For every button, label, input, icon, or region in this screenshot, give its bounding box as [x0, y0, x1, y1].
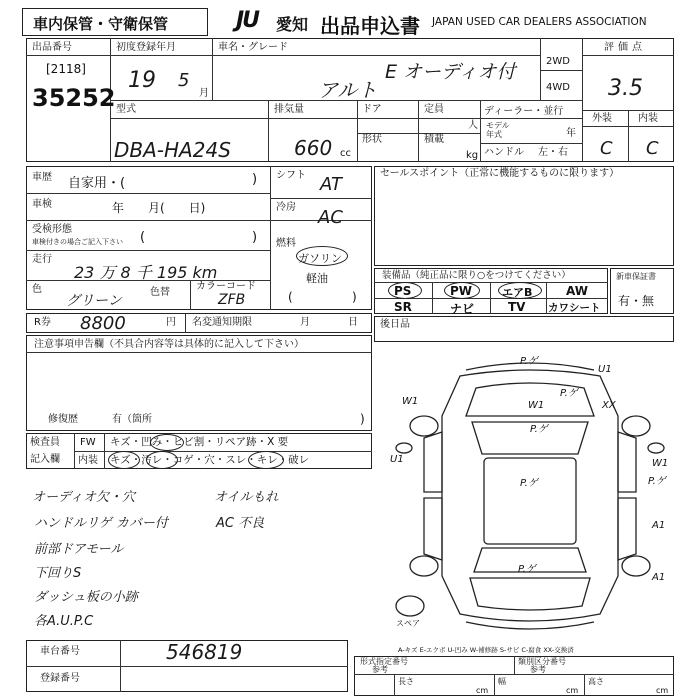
equip-tv: TV — [508, 300, 526, 314]
fuel-gas-circle — [296, 246, 348, 266]
seats-label: 定員 — [424, 104, 444, 115]
shift-label: シフト — [276, 170, 306, 181]
color-change-label: 色替 — [150, 287, 170, 298]
warranty-value: 有・無 — [618, 294, 655, 308]
interior-grade: C — [646, 138, 659, 159]
mileage-value: 23 万 8 千 195 km — [74, 263, 218, 282]
mod-label: 受検形態 — [32, 224, 72, 235]
width-unit: cm — [566, 686, 579, 695]
equipment-label: 装備品（純正品に限り○をつけてください） — [382, 270, 571, 281]
mark-hood: P.ゲ — [560, 388, 578, 399]
drive-2wd: 2WD — [546, 56, 570, 67]
airbag-circle — [498, 282, 542, 299]
class-label: 類別区分番号 — [518, 657, 566, 666]
recycle-unit: 円 — [166, 317, 176, 328]
warranty-label: 新車保証書 — [616, 272, 656, 281]
storage-label-box — [22, 8, 208, 36]
seats-unit: 人 — [468, 120, 478, 131]
mark-right-rear: P.ゲ — [648, 476, 666, 487]
load-unit: kg — [466, 150, 479, 161]
height-unit: cm — [656, 686, 669, 695]
load-label: 積載 — [424, 134, 444, 145]
damage-legend: A-キズ E-エクボ U-凹み W-補修跡 S-サビ C-腐食 XX-交換済 — [398, 646, 574, 654]
shift-value: AT — [320, 174, 342, 195]
pw-circle — [444, 282, 480, 299]
inspect-value: 年 月( 日) — [112, 201, 206, 215]
mark-roof: P.ゲ — [520, 478, 538, 489]
int-label: 内装 — [78, 455, 98, 466]
int-mark-circle-3 — [248, 451, 284, 469]
color-code: ZFB — [218, 292, 246, 308]
equip-pw: PW — [450, 284, 473, 298]
drive-4wd: 4WD — [546, 82, 570, 93]
equip-ps: PS — [394, 284, 412, 298]
spare-label: スペア — [396, 619, 420, 628]
repair-label: 修復歴 — [48, 414, 78, 425]
remark-4: AC 不良 — [216, 516, 265, 531]
mark-windshield: W1 — [528, 400, 545, 411]
after-items-label: 後日品 — [380, 319, 410, 330]
model-label: 型式 — [116, 104, 136, 115]
int-mark-circle-2 — [146, 451, 178, 469]
mark-roof-front: P.ゲ — [530, 424, 548, 435]
remark-6: 下回りS — [34, 566, 82, 581]
equip-aw: AW — [566, 284, 588, 298]
notes-label: 注意事項申告欄（不具合内容等は具体的に記入して下さい） — [34, 339, 304, 350]
storage-label: 車内保管・守衛保管 — [33, 15, 169, 33]
recycle-value: 8800 — [80, 313, 126, 334]
equip-navi: ナビ — [450, 302, 475, 316]
remark-3: ハンドルリゲ カバー付 — [34, 516, 168, 531]
ps-circle — [388, 282, 422, 299]
fw-line: キズ・凹み・ヒビ割・リペア跡・X 要 — [110, 436, 289, 448]
remark-1: オーディオ欠・穴 — [32, 490, 135, 505]
name-label: 車名・グレード — [218, 42, 288, 53]
form-ref: 参考 — [372, 665, 388, 674]
inspect-label: 車検 — [32, 199, 52, 210]
remark-2: オイルもれ — [214, 490, 279, 505]
dealer-label: ディーラー・並行 — [484, 106, 564, 117]
mileage-label: 走行 — [32, 254, 52, 265]
association-name: JAPAN USED CAR DEALERS ASSOCIATION — [432, 16, 647, 28]
interior-label: 内装 — [638, 113, 658, 124]
exterior-label: 外装 — [592, 113, 612, 124]
usage-label: 車歴 — [32, 172, 52, 183]
lot-label: 出品番号 — [32, 42, 72, 53]
month-suffix: 月 — [199, 88, 209, 99]
name-change-label: 名変通知期限 — [192, 317, 252, 328]
mark-front-right: U1 — [598, 364, 612, 375]
lot-number: 35252 — [32, 84, 116, 112]
reg-month: 5 — [178, 70, 190, 91]
inspector-label-1: 検査員 — [30, 437, 60, 448]
ac-label: 冷房 — [276, 202, 296, 213]
score-label: 評価点 — [604, 42, 646, 53]
reg-year: 19 — [128, 68, 156, 93]
usage-value: 自家用・( — [68, 176, 126, 191]
form-label: 形式指定番号 — [360, 657, 408, 666]
handle-value: 左・右 — [538, 147, 568, 158]
chassis-number: 546819 — [166, 640, 243, 664]
color-label: 色 — [32, 284, 42, 295]
mark-right-door: W1 — [652, 458, 669, 469]
equip-sr: SR — [394, 300, 412, 314]
int-mark-circle-1 — [108, 451, 140, 469]
grade: E オーディオ付 — [385, 61, 516, 83]
fw-mark-circle — [150, 434, 184, 451]
mark-left-door: U1 — [390, 454, 404, 465]
fuel-gas: ガソリン — [298, 252, 342, 265]
remark-8: 各A.U.P.C — [34, 614, 94, 629]
registration-label: 登録番号 — [40, 673, 80, 684]
class-ref: 参考 — [530, 665, 546, 674]
car-name: アルト — [318, 78, 378, 102]
mark-right-quarter: A1 — [652, 520, 666, 531]
mark-front-bumper: P.ゲ — [520, 356, 538, 367]
logo-text: 愛知 — [276, 15, 309, 34]
exterior-grade: C — [600, 138, 613, 159]
color-value: グリーン — [66, 293, 122, 309]
door-label: ドア — [362, 104, 382, 115]
fuel-label: 燃料 — [276, 238, 296, 249]
cc-label: 排気量 — [274, 104, 304, 115]
mod-sub: 車検付きの場合ご記入下さい — [32, 238, 123, 246]
inspector-label-2: 記入欄 — [30, 454, 60, 465]
height-label: 高さ — [588, 677, 604, 686]
repair-value: 有（箇所 — [112, 414, 152, 425]
equip-airbag: エアB — [502, 286, 533, 299]
width-label: 幅 — [498, 677, 506, 686]
reg-label: 初度登録年月 — [116, 42, 176, 53]
shape-label: 形状 — [362, 134, 382, 145]
car-diagram — [380, 346, 680, 646]
ac-value: AC — [318, 207, 343, 228]
score: 3.5 — [608, 76, 643, 101]
cc-unit: cc — [340, 148, 351, 159]
model-code: DBA-HA24S — [114, 138, 231, 162]
form-title: 出品申込書 — [320, 14, 420, 38]
fw-label: FW — [80, 437, 96, 448]
length-unit: cm — [476, 686, 489, 695]
chassis-label: 車台番号 — [40, 646, 80, 657]
mark-right-rear-wheel: A1 — [652, 572, 666, 583]
sales-point-label: セールスポイント（正常に機能するものに限ります） — [380, 168, 620, 179]
after-items-box — [374, 316, 674, 342]
fuel-diesel: 軽油 — [306, 272, 328, 285]
logo-mark: JU — [236, 8, 259, 33]
handle-label: ハンドル — [484, 147, 524, 158]
lot-prefix: [2118] — [46, 62, 86, 76]
equip-leather: カワシート — [548, 302, 601, 314]
remark-7: ダッシュ板の小跡 — [34, 590, 138, 605]
remark-5: 前部ドアモール — [34, 542, 124, 557]
recycle-label: R券 — [34, 317, 51, 328]
color-code-label: カラーコード — [196, 281, 256, 292]
model-year-label: モデル 年式 — [486, 121, 510, 139]
dims-label: 長さ — [398, 677, 414, 686]
name-change-month: 月 — [300, 317, 310, 328]
year-unit: 年 — [566, 128, 576, 139]
auction-sheet: 車内保管・守衛保管 JU 愛知 出品申込書 JAPAN USED CAR DEALERS ASSOCIATION 出品番号 [2118] 35252 初度登録年月 19 5 月 車名・グレード E オーディオ付 アルト 2WD 4WD 評価点 3.5 外装 内装 C C 型式 DBA-HA24S 排気量 660 cc ドア 定員 人 形状 積載 kg ディーラー・並行 モデル 年式 年 ハンドル 左・右 車歴 自家用・( ) 車検 年 月( 日) 受検形態 車検付きの場合ご記入下さい ( ) 走行 23 万 8 千 195 km 色 グリーン 色替 カラーコード ZFB シフト AT 冷房 AC 燃料 ガソリン 軽油 ( ) セールスポイント（正常に機能するものに限ります） 装備品（純正品に限り○をつけてください） PS PW エアB AW SR ナビ TV カワシート 新車保証書 有・無 R券 8800 円 名変通知期限 月 日 後日品 注意事項申告欄（不具合内容等は具体的に記入して下さい） 修復歴 有（箇所 ) 検査員 記入欄 FW キズ・凹み・ヒビ割・リペア跡・X 要 内装 キズ・汚レ・コゲ・穴・スレ・キレ・破レ オーディオ欠・穴 オイルもれ ハンドルリゲ カバー付 AC 不良 前部ドアモール 下回りS ダッシュ板の小跡 各A.U.P.C 車台番号 546819 登録番号 P.ゲ P.ゲ W1 W1 P.ゲ U1 P.ゲ W1 P.ゲ A1 A1 P.ゲ XX U1 スペア A-キズ E-エクボ U-凹み W-補修跡 S-サビ C-腐食 XX-交換済 形式指定番号 参考 類別区分番号 参考 長さ 幅 高さ cm cm cm — [0, 0, 700, 700]
mark-right-front: XX — [602, 400, 616, 411]
sales-point-box — [374, 166, 674, 266]
cc-value: 660 — [294, 136, 333, 160]
int-line: キズ・汚レ・コゲ・穴・スレ・キレ・破レ — [110, 454, 310, 466]
name-change-day: 日 — [348, 317, 358, 328]
mark-trunk: P.ゲ — [518, 564, 536, 575]
mark-left-fender: W1 — [402, 396, 419, 407]
